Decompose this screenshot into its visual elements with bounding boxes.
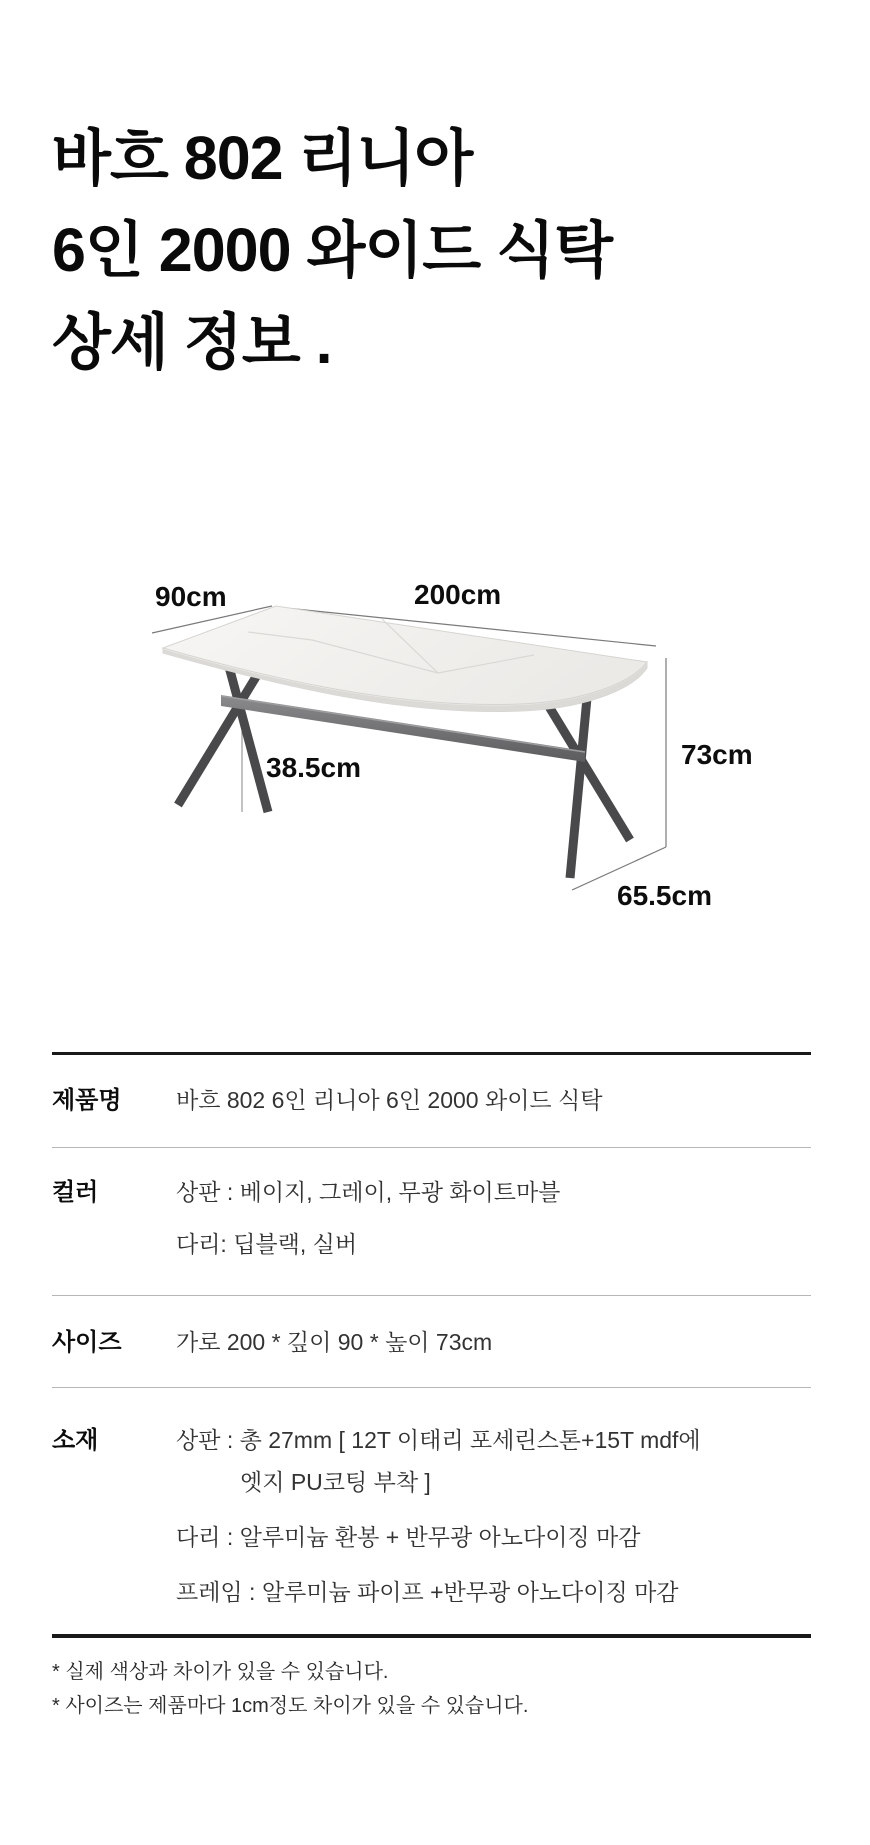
spec-label-size: 사이즈 (52, 1329, 122, 1356)
spec-rows (52, 1055, 811, 1634)
spec-table (52, 1052, 811, 1638)
footnote-2: * 사이즈는 제품마다 1cm정도 차이가 있을 수 있습니다. (52, 1695, 529, 1717)
spec-value-material (176, 1425, 811, 1608)
title-line-2: 6인 2000 와이드 식탁 (52, 216, 613, 284)
spec-value-line: 바흐 802 6인 리니아 6인 2000 와이드 식탁 (176, 1087, 603, 1113)
spec-row-product-name (52, 1055, 811, 1148)
page-title (52, 112, 612, 388)
spec-value-line: 다리: 딥블랙, 실버 (176, 1231, 358, 1257)
spec-value-size (176, 1327, 811, 1358)
spec-value-line: 다리 : 알루미늄 환봉 + 반무광 아노다이징 마감 (176, 1524, 641, 1550)
footnotes (52, 1655, 528, 1723)
spec-label-product-name: 제품명 (52, 1087, 122, 1114)
spec-label-color: 컬러 (52, 1179, 99, 1206)
footnote-1: * 실제 색상과 차이가 있을 수 있습니다. (52, 1661, 389, 1683)
spec-value-color (176, 1177, 811, 1260)
stretcher-height-dimension-label: 38.5cm (266, 752, 361, 783)
height-dimension-label: 73cm (681, 739, 753, 770)
spec-value-line: 가로 200 * 깊이 90 * 높이 73cm (176, 1329, 493, 1355)
right-leg-steep (570, 698, 587, 878)
dimension-diagram (0, 450, 870, 930)
width-dimension-label: 200cm (414, 579, 502, 610)
title-line-1: 바흐 802 리니아 (52, 124, 473, 192)
spec-value-product-name (176, 1085, 811, 1116)
spec-value-line: 상판 : 베이지, 그레이, 무광 화이트마블 (176, 1179, 561, 1205)
spec-value-line: 프레임 : 알루미늄 파이프 +반무광 아노다이징 마감 (176, 1579, 679, 1605)
spec-row-size (52, 1296, 811, 1388)
spec-row-color (52, 1148, 811, 1296)
spec-row-material (52, 1388, 811, 1634)
leg-span-dimension-label: 65.5cm (617, 880, 712, 911)
spec-value-line: 상판 : 총 27mm [ 12T 이태리 포세린스톤+15T mdf에 (176, 1427, 701, 1453)
spec-label-material: 소재 (52, 1427, 99, 1454)
spec-value-line: 엣지 PU코팅 부착 ] (240, 1469, 431, 1495)
title-line-3: 상세 정보 . (52, 308, 332, 376)
depth-dimension-label: 90cm (155, 581, 227, 612)
